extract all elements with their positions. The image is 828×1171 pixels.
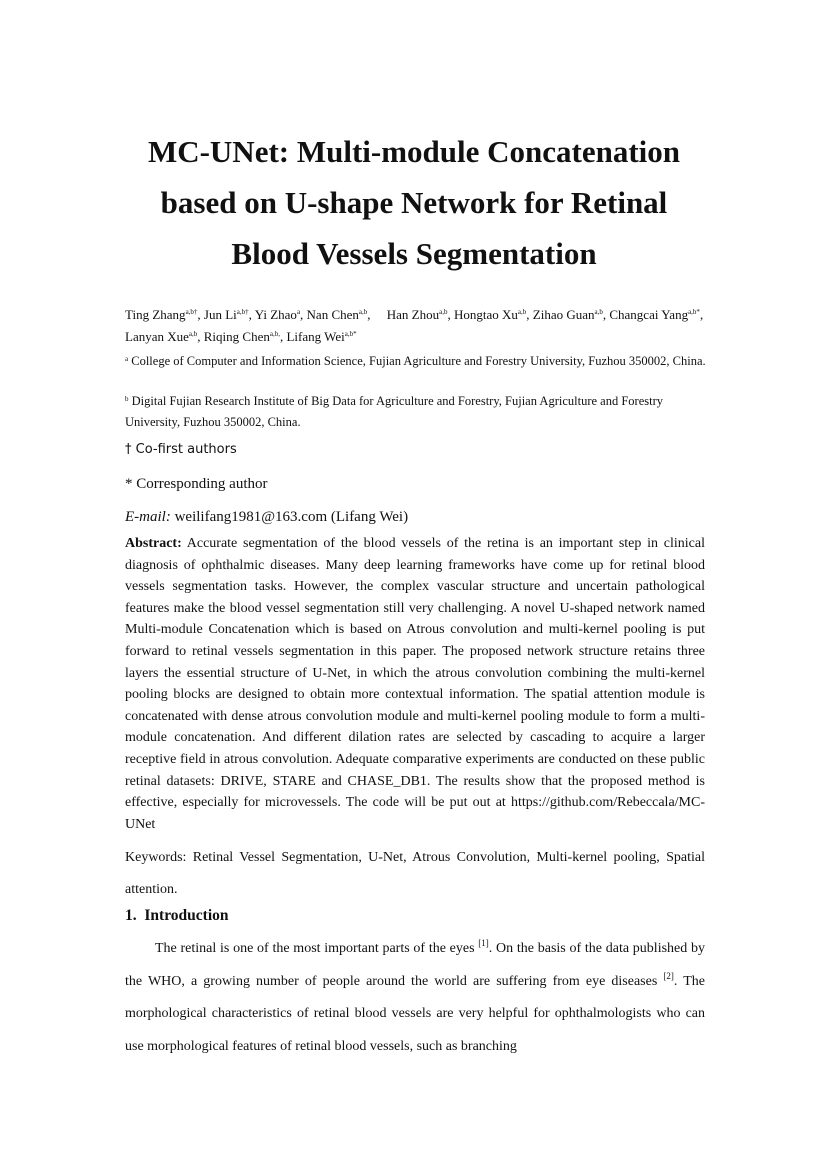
author-name: Yi Zhao [254, 307, 297, 322]
author-affiliation-mark: a [296, 308, 301, 316]
author [125, 329, 204, 344]
author-list [125, 304, 710, 348]
author-affiliation-mark: a,b* [344, 330, 357, 338]
author-separator: , [602, 307, 610, 322]
citation: [2] [663, 970, 674, 981]
author [204, 307, 255, 322]
intro-text: The retinal is one of the most important parts of the eyes [155, 941, 479, 956]
author-name: Hongtao Xu [453, 307, 518, 322]
author-separator: , [300, 307, 307, 322]
author-name: Lanyan Xue [125, 329, 189, 344]
introduction-paragraph [125, 933, 705, 1063]
author-affiliation-mark: a,b [188, 330, 198, 338]
author-separator: , [248, 307, 255, 322]
paper-title [80, 126, 748, 279]
corresponding-author-note: * Corresponding author [125, 476, 268, 492]
author [307, 307, 384, 322]
keywords: Keywords: Retinal Vessel Segmentation, U-Net, Atrous Convolution, Multi-kernel pooling, Spatial attention. [125, 850, 705, 897]
author-name: Jun Li [203, 307, 237, 322]
abstract [125, 533, 705, 835]
co-first-authors-note: † Co-first authors [125, 442, 237, 457]
section-heading-introduction: 1. Introduction [125, 907, 229, 924]
intro-text: . The morphological characteristics of retinal blood vessels are very helpful for ophthalmologists who can use morphological features of retinal blood vessels, such as branching [125, 973, 705, 1054]
intro-text: . On the basis of the data published by the WHO, a growing number of people around the world are suffering from eye diseases [125, 941, 705, 989]
title-line: based on U-shape Network for Retinal [160, 185, 668, 220]
email-line [125, 506, 408, 528]
affiliation-text: Digital Fujian Research Institute of Big Data for Agriculture and Forestry, Fujian Agriculture and Forestry University, Fuzhou 350002, China. [125, 394, 663, 429]
author [204, 329, 287, 344]
author-separator: , [197, 329, 204, 344]
author-separator: , [447, 307, 454, 322]
author-affiliation-mark: a,b† [185, 308, 198, 316]
author-name: Lifang Wei [286, 329, 345, 344]
author-separator: , [526, 307, 533, 322]
author [255, 307, 307, 322]
author-name: Zihao Guan [532, 307, 595, 322]
title-line: MC-UNet: Multi-module Concatenation [147, 134, 681, 169]
abstract-text: Accurate segmentation of the blood vessels of the retina is an important step in clinical diagnosis of ophthalmic diseases. Many deep learning frameworks have come up for retinal blood vessels segmentation tasks. However, the complex vascular structure and uncertain pathological features make the blood vessel segmentation still very challenging. A novel U-shaped network named Multi-module Concatenation which is based on Atrous convolution and multi-kernel pooling is put forward to retinal vessels segmentation in this paper. The proposed network structure retains three layers the essential structure of U-Net, in which the atrous convolution combining the multi-kernel pooling blocks are designed to obtain more contextual information. The spatial attention module is concatenated with dense atrous convolution module and multi-kernel pooling module to form a multi-module concatenation. And different dilation rates are selected by cascading to acquire a larger receptive field in atrous convolution. Adequate comparative experiments are conducted on these public retinal datasets: DRIVE, STARE and CHASE_DB1. The results show that the proposed method is effective, especially for microvessels. The code will be put out at https://github.com/Rebeccala/MC-UNet [125, 536, 705, 832]
affiliation-b [125, 391, 710, 433]
author-separator: , [699, 307, 704, 322]
author-affiliation-mark: a,b [594, 308, 603, 316]
author [454, 307, 533, 322]
author-affiliation-mark: a,b [439, 308, 448, 316]
author-affiliation-mark: a,b, [269, 330, 280, 338]
author [609, 307, 703, 322]
author [533, 307, 610, 322]
affiliation-mark: a [125, 355, 129, 363]
author-separator: , [279, 329, 287, 344]
author [286, 329, 356, 344]
author [387, 307, 454, 322]
author-name: Ting Zhang [125, 307, 186, 322]
author-separator: , [197, 307, 204, 322]
author-separator: , [367, 307, 384, 322]
author [125, 307, 204, 322]
citation: [1] [478, 938, 489, 948]
author-name: Riqing Chen [203, 329, 270, 344]
title-line: Blood Vessels Segmentation [231, 236, 597, 271]
affiliation-text: College of Computer and Information Science, Fujian Agriculture and Forestry University, Fuzhou 350002, China. [128, 354, 706, 368]
author-affiliation-mark: a,b† [236, 308, 249, 316]
author-name: Nan Chen [306, 307, 359, 322]
author-affiliation-mark: a,b [358, 308, 368, 316]
author-name: Han Zhou [386, 307, 440, 322]
author-affiliation-mark: a,b [517, 308, 527, 316]
abstract-label: Abstract: [125, 536, 182, 551]
email-address: weilifang1981@163.com (Lifang Wei) [170, 509, 409, 525]
affiliation-a [125, 351, 710, 372]
affiliation-mark: b [125, 395, 129, 403]
author-name: Changcai Yang [609, 307, 689, 322]
email-label: E-mail: [125, 509, 171, 525]
author-affiliation-mark: a,b* [688, 308, 700, 316]
